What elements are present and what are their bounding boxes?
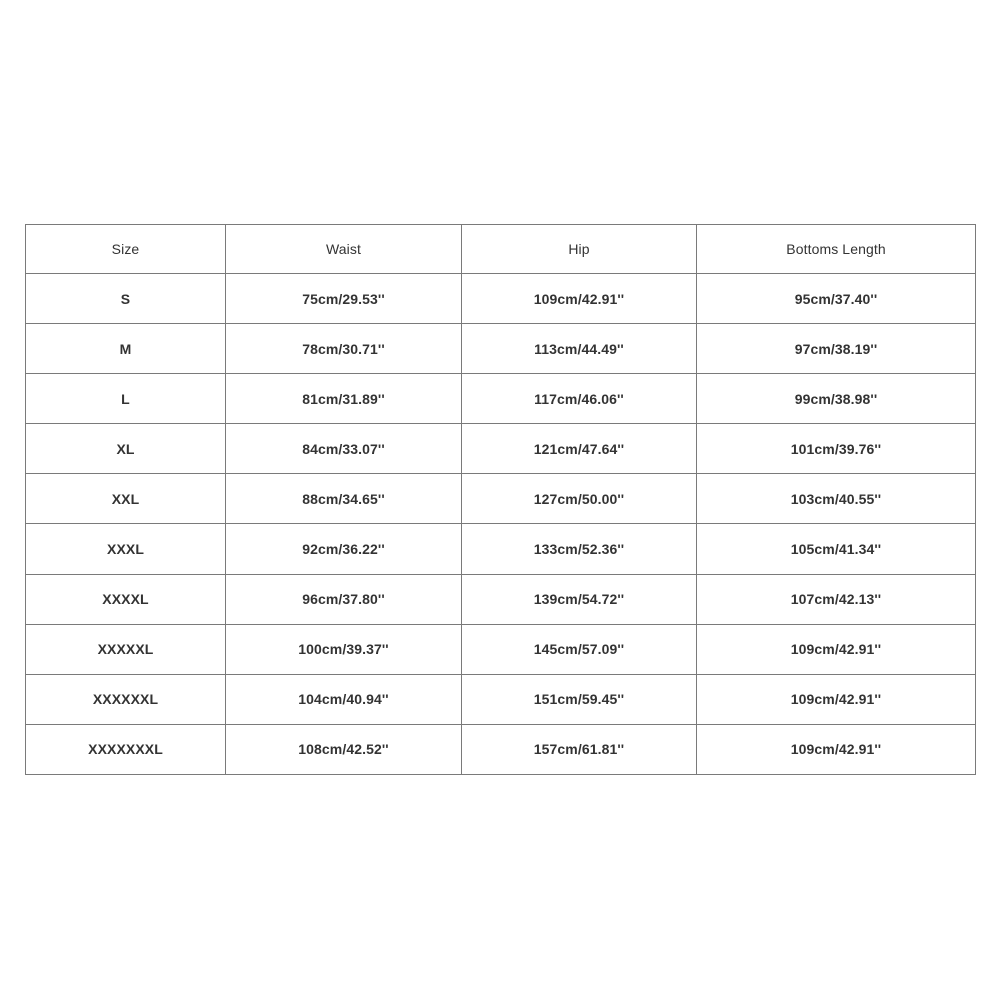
table-row	[26, 624, 976, 674]
cell-waist: 84cm/33.07''	[226, 424, 462, 474]
header-waist: Waist	[226, 225, 462, 274]
cell-hip: 157cm/61.81''	[462, 724, 697, 774]
cell-size: XXXL	[26, 524, 226, 574]
cell-hip: 139cm/54.72''	[462, 574, 697, 624]
cell-bottoms-length: 109cm/42.91''	[697, 674, 976, 724]
table-row	[26, 724, 976, 774]
cell-size: XL	[26, 424, 226, 474]
cell-bottoms-length: 109cm/42.91''	[697, 724, 976, 774]
cell-waist: 75cm/29.53''	[226, 274, 462, 324]
table-row	[26, 474, 976, 524]
cell-hip: 151cm/59.45''	[462, 674, 697, 724]
cell-size: XXXXXXL	[26, 674, 226, 724]
cell-bottoms-length: 103cm/40.55''	[697, 474, 976, 524]
table-row	[26, 274, 976, 324]
table-header-row	[26, 225, 976, 274]
header-hip: Hip	[462, 225, 697, 274]
cell-size: XXL	[26, 474, 226, 524]
header-bottoms-length: Bottoms Length	[697, 225, 976, 274]
cell-size: L	[26, 374, 226, 424]
cell-size: XXXXXXXL	[26, 724, 226, 774]
table-row	[26, 424, 976, 474]
table-row	[26, 374, 976, 424]
table-row	[26, 674, 976, 724]
cell-bottoms-length: 105cm/41.34''	[697, 524, 976, 574]
header-size: Size	[26, 225, 226, 274]
cell-bottoms-length: 109cm/42.91''	[697, 624, 976, 674]
cell-waist: 104cm/40.94''	[226, 674, 462, 724]
cell-bottoms-length: 97cm/38.19''	[697, 324, 976, 374]
cell-hip: 127cm/50.00''	[462, 474, 697, 524]
cell-bottoms-length: 107cm/42.13''	[697, 574, 976, 624]
cell-size: M	[26, 324, 226, 374]
cell-size: XXXXL	[26, 574, 226, 624]
table-row	[26, 324, 976, 374]
table-row	[26, 524, 976, 574]
cell-waist: 100cm/39.37''	[226, 624, 462, 674]
size-chart-table	[25, 224, 976, 775]
cell-bottoms-length: 99cm/38.98''	[697, 374, 976, 424]
cell-waist: 81cm/31.89''	[226, 374, 462, 424]
cell-waist: 92cm/36.22''	[226, 524, 462, 574]
cell-waist: 108cm/42.52''	[226, 724, 462, 774]
cell-bottoms-length: 101cm/39.76''	[697, 424, 976, 474]
cell-hip: 133cm/52.36''	[462, 524, 697, 574]
cell-hip: 113cm/44.49''	[462, 324, 697, 374]
cell-size: XXXXXL	[26, 624, 226, 674]
cell-hip: 109cm/42.91''	[462, 274, 697, 324]
cell-waist: 78cm/30.71''	[226, 324, 462, 374]
cell-size: S	[26, 274, 226, 324]
cell-hip: 117cm/46.06''	[462, 374, 697, 424]
cell-hip: 121cm/47.64''	[462, 424, 697, 474]
cell-hip: 145cm/57.09''	[462, 624, 697, 674]
table-row	[26, 574, 976, 624]
cell-waist: 96cm/37.80''	[226, 574, 462, 624]
cell-bottoms-length: 95cm/37.40''	[697, 274, 976, 324]
cell-waist: 88cm/34.65''	[226, 474, 462, 524]
